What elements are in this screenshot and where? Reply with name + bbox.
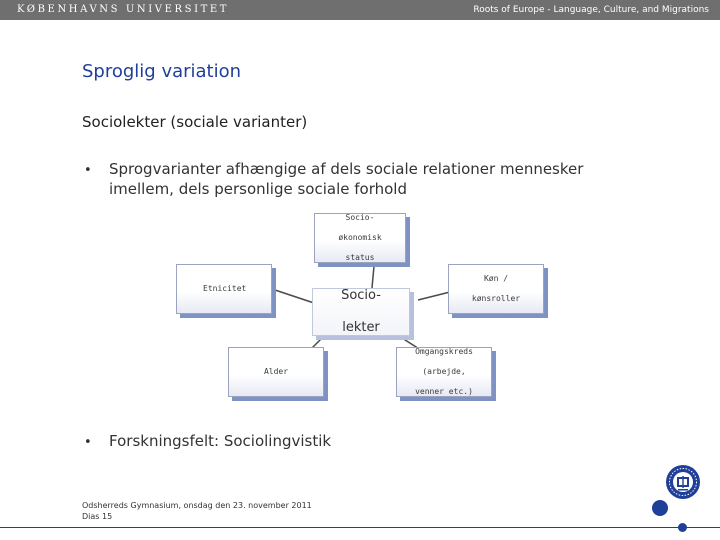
node-socio-line-3: status — [345, 253, 375, 262]
bullet-marker-2: • — [84, 435, 92, 450]
node-kon-line-1: Køn / — [483, 274, 509, 283]
connector-etnicitet — [272, 289, 314, 303]
node-etnicitet-label: Etnicitet — [203, 284, 247, 293]
node-socio-economic-status — [314, 213, 406, 263]
center-line-1: Socio- — [341, 288, 381, 303]
decorative-dot-small — [678, 523, 687, 532]
course-title: Roots of Europe - Language, Culture, and Migrations — [473, 5, 709, 15]
footer — [82, 500, 312, 522]
node-socio-line-1: Socio- — [345, 213, 375, 222]
node-kon-line-2: kønsroller — [471, 294, 521, 303]
university-seal-icon — [665, 464, 701, 500]
bullet-1-line-1: Sprogvarianter afhængige af dels sociale relationer mennesker — [109, 160, 584, 178]
node-socio-line-2: økonomisk — [338, 233, 382, 242]
bullet-2-line-1: Forskningsfelt: Sociolingvistik — [109, 432, 332, 450]
bullet-1-line-2: imellem, dels personlige sociale forhold — [109, 180, 407, 198]
footer-line-1: Odsherreds Gymnasium, onsdag den 23. november 2011 — [82, 501, 312, 510]
node-sociolekter-center — [312, 288, 410, 336]
node-alder-label: Alder — [263, 367, 289, 376]
node-etnicitet — [176, 264, 272, 314]
decorative-dot-large — [652, 500, 668, 516]
center-line-2: lekter — [342, 320, 380, 335]
footer-slide-number: Dias 15 — [82, 512, 113, 521]
node-omgangskreds — [396, 347, 492, 397]
node-kon-konsroller — [448, 264, 544, 314]
bullet-marker-1: • — [84, 163, 92, 178]
header-bar — [0, 0, 720, 20]
bottom-rule — [0, 527, 720, 528]
node-alder — [228, 347, 324, 397]
node-omgang-line-1: Omgangskreds — [415, 347, 473, 356]
slide-title: Sproglig variation — [82, 61, 242, 82]
node-omgang-line-3: venner etc.) — [415, 387, 473, 396]
bullet-text-2 — [109, 431, 331, 451]
node-omgang-line-2: (arbejde, — [422, 367, 466, 376]
bullet-text-1 — [109, 159, 583, 199]
connector-kon — [418, 292, 450, 300]
university-name: KØBENHAVNS UNIVERSITET — [17, 4, 230, 15]
slide-subtitle: Sociolekter (sociale varianter) — [82, 113, 308, 131]
